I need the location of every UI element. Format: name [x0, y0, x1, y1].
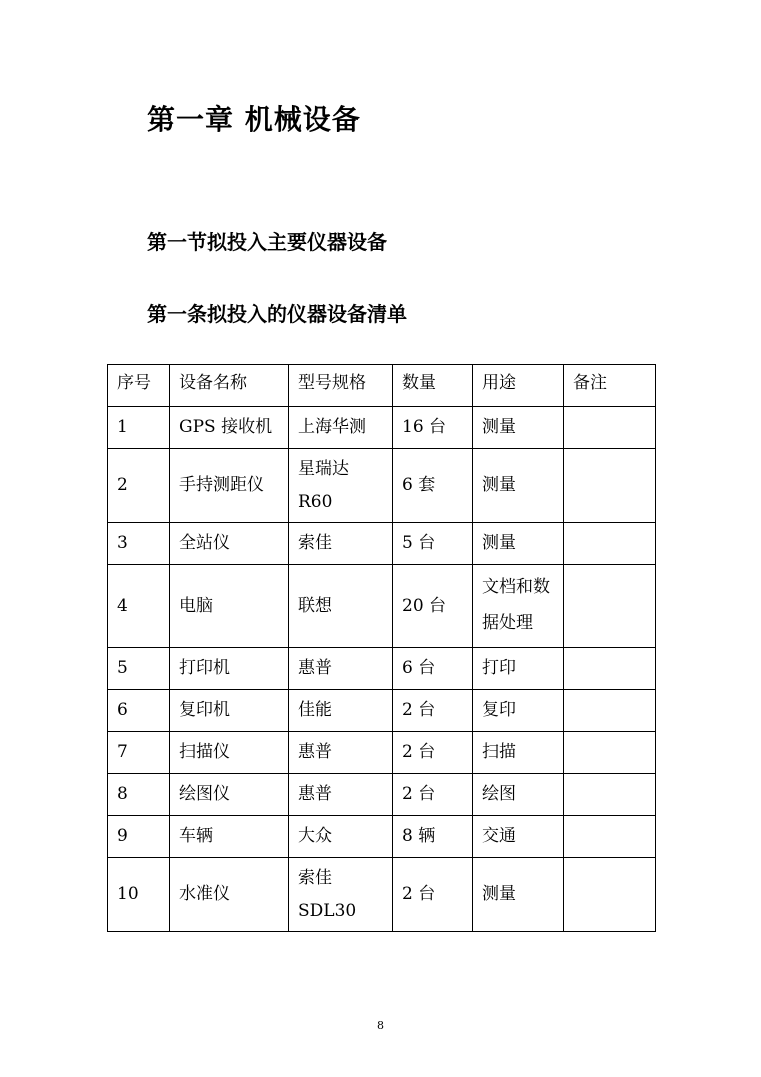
- table-header-row: [108, 365, 656, 407]
- cell-purpose: 复印: [473, 690, 564, 732]
- section-title: 第一节拟投入主要仪器设备: [147, 230, 387, 254]
- cell-quantity: 2 台: [393, 690, 473, 732]
- table-row: [108, 858, 656, 932]
- cell-model-spec: 联想: [289, 565, 393, 648]
- cell-remarks: [564, 732, 656, 774]
- cell-model-spec: 索佳 SDL30: [289, 858, 393, 932]
- table-row: [108, 565, 656, 648]
- cell-quantity: 16 台: [393, 407, 473, 449]
- cell-model-spec: 佳能: [289, 690, 393, 732]
- cell-purpose: 打印: [473, 648, 564, 690]
- cell-purpose: 测量: [473, 858, 564, 932]
- table-row: [108, 774, 656, 816]
- cell-remarks: [564, 523, 656, 565]
- cell-quantity: 5 台: [393, 523, 473, 565]
- cell-equipment-name: 电脑: [170, 565, 289, 648]
- cell-equipment-name: 绘图仪: [170, 774, 289, 816]
- cell-purpose: 绘图: [473, 774, 564, 816]
- header-purpose: 用途: [473, 365, 564, 407]
- cell-purpose: 测量: [473, 407, 564, 449]
- cell-equipment-name: GPS 接收机: [170, 407, 289, 449]
- table-row: [108, 690, 656, 732]
- cell-serial-number: 4: [108, 565, 170, 648]
- chapter-title: 第一章 机械设备: [147, 103, 361, 136]
- cell-serial-number: 9: [108, 816, 170, 858]
- cell-model-spec: 上海华测: [289, 407, 393, 449]
- cell-purpose: 交通: [473, 816, 564, 858]
- header-quantity: 数量: [393, 365, 473, 407]
- cell-equipment-name: 手持测距仪: [170, 449, 289, 523]
- cell-purpose: 文档和数 据处理: [473, 565, 564, 648]
- cell-quantity: 6 台: [393, 648, 473, 690]
- cell-quantity: 6 套: [393, 449, 473, 523]
- cell-serial-number: 1: [108, 407, 170, 449]
- cell-serial-number: 8: [108, 774, 170, 816]
- header-serial-number: 序号: [108, 365, 170, 407]
- cell-remarks: [564, 565, 656, 648]
- cell-equipment-name: 复印机: [170, 690, 289, 732]
- cell-serial-number: 10: [108, 858, 170, 932]
- cell-serial-number: 5: [108, 648, 170, 690]
- cell-model-spec: 惠普: [289, 732, 393, 774]
- cell-remarks: [564, 407, 656, 449]
- header-remarks: 备注: [564, 365, 656, 407]
- cell-remarks: [564, 774, 656, 816]
- cell-remarks: [564, 816, 656, 858]
- cell-serial-number: 3: [108, 523, 170, 565]
- cell-quantity: 2 台: [393, 774, 473, 816]
- cell-remarks: [564, 858, 656, 932]
- cell-purpose: 扫描: [473, 732, 564, 774]
- cell-equipment-name: 全站仪: [170, 523, 289, 565]
- cell-equipment-name: 打印机: [170, 648, 289, 690]
- cell-model-spec: 星瑞达 R60: [289, 449, 393, 523]
- cell-serial-number: 2: [108, 449, 170, 523]
- cell-quantity: 8 辆: [393, 816, 473, 858]
- table-row: [108, 449, 656, 523]
- cell-purpose: 测量: [473, 523, 564, 565]
- cell-model-spec: 索佳: [289, 523, 393, 565]
- cell-equipment-name: 扫描仪: [170, 732, 289, 774]
- cell-quantity: 2 台: [393, 732, 473, 774]
- header-model-spec: 型号规格: [289, 365, 393, 407]
- cell-quantity: 20 台: [393, 565, 473, 648]
- cell-model-spec: 惠普: [289, 774, 393, 816]
- cell-model-spec: 惠普: [289, 648, 393, 690]
- cell-remarks: [564, 690, 656, 732]
- header-equipment-name: 设备名称: [170, 365, 289, 407]
- article-title: 第一条拟投入的仪器设备清单: [147, 302, 407, 326]
- cell-model-spec: 大众: [289, 816, 393, 858]
- table-row: [108, 732, 656, 774]
- table-row: [108, 407, 656, 449]
- table-row: [108, 523, 656, 565]
- cell-equipment-name: 车辆: [170, 816, 289, 858]
- page-number: 8: [377, 1019, 384, 1032]
- cell-quantity: 2 台: [393, 858, 473, 932]
- table-row: [108, 816, 656, 858]
- cell-purpose: 测量: [473, 449, 564, 523]
- cell-serial-number: 6: [108, 690, 170, 732]
- cell-remarks: [564, 449, 656, 523]
- equipment-table: [107, 364, 656, 932]
- cell-serial-number: 7: [108, 732, 170, 774]
- table-row: [108, 648, 656, 690]
- cell-equipment-name: 水准仪: [170, 858, 289, 932]
- cell-remarks: [564, 648, 656, 690]
